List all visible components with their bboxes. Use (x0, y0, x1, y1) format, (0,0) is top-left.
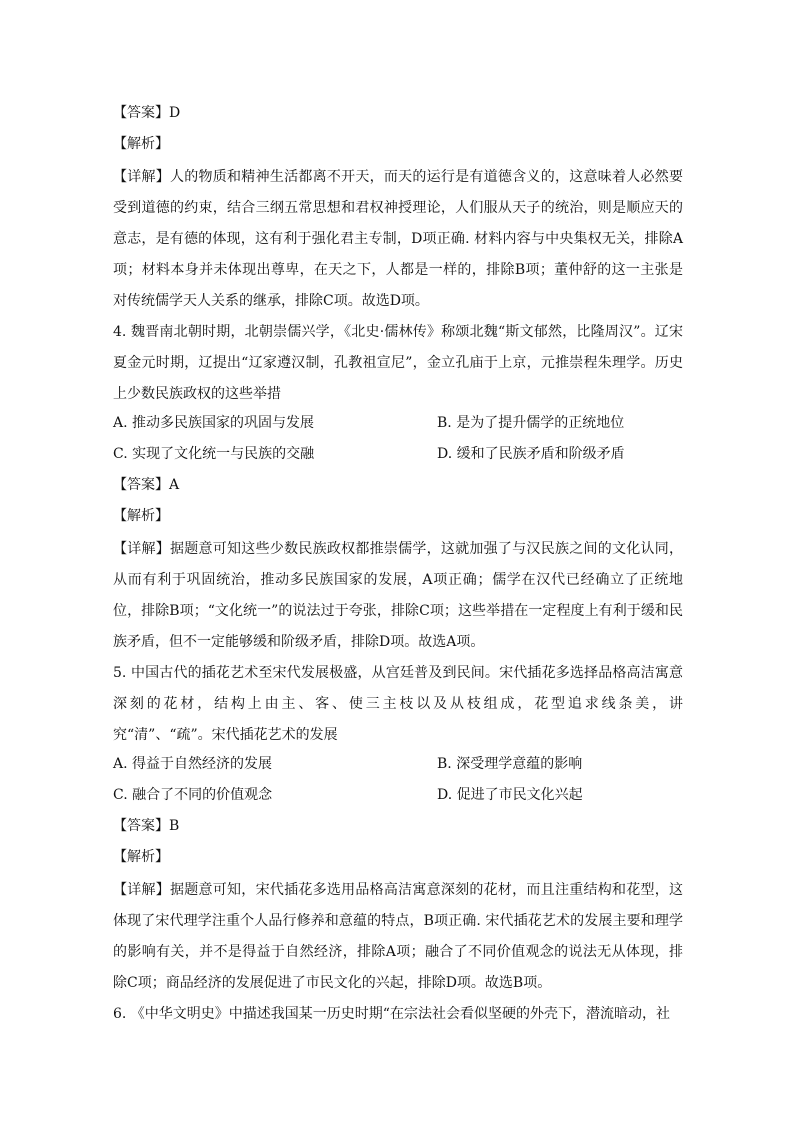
q4-detail: 【详解】据题意可知这些少数民族政权都推崇儒学，这就加强了与汉民族之间的文化认同，从而有利于巩固统治，推动多民族国家的发展，A项正确；儒学在汉代已经确立了正统地位，排除B项；“文化统一”的说法过于夸张，排除C项；这些举措在一定程度上有利于缓和民族矛盾，但不一定能够缓和阶级矛盾，排除D项。故选A项。 (113, 541, 683, 650)
q3-answer: 【答案】D (113, 105, 181, 121)
q5-option-c: C. 融合了不同的价值观念 (113, 787, 273, 803)
q3-detail: 【详解】人的物质和精神生活都离不开天，而天的运行是有道德含义的，这意味着人必然要受到道德的约束，结合三纲五常思想和君权神授理论，人们服从天子的统治，则是顺应天的意志，是有德的体现，这有利于强化君主专制，D项正确. 材料内容与中央集权无关，排除A项；材料本身并未体现出尊卑，在天之下，人都是一样的，排除B项；董仲舒的这一主张是对传统儒学天人关系的继承，排除C项。故选D项。 (113, 169, 683, 309)
q4-option-c: C. 实现了文化统一与民族的交融 (113, 446, 315, 462)
q5-detail: 【详解】据题意可知，宋代插花多选用品格高洁寓意深刻的花材，而且注重结构和花型，这体现了宋代理学注重个人品行修养和意蕴的特点，B项正确. 宋代插花艺术的发展主要和理学的影响有关，并不是得益于自然经济，排除A项；融合了不同价值观念的说法无从体现，排除C项；商品经济的发展促进了市民文化的兴起，排除D项。故选B项。 (113, 882, 683, 991)
q4-stem: 4. 魏晋南北朝时期，北朝崇儒兴学，《北史·儒林传》称颂北魏“斯文郁然，比隆周汉”。辽宋夏金元时期，辽提出“辽家遵汉制，孔教祖宣尼”，金立孔庙于上京，元推崇程朱理学。历史上少数民族政权的这些举措 (113, 324, 683, 402)
q5-options-row-2 (113, 782, 683, 813)
q6-stem: 6. 《中华文明史》中描述我国某一历史时期“在宗法社会看似坚硬的外壳下，潜流暗动，社 (113, 1006, 670, 1022)
q4-analysis-heading: 【解析】 (113, 508, 169, 524)
q4-option-b: B. 是为了提升儒学的正统地位 (437, 415, 625, 431)
q3-analysis-heading: 【解析】 (113, 136, 169, 152)
q5-option-d: D. 促进了市民文化兴起 (437, 787, 583, 803)
q4-option-a: A. 推动多民族国家的巩固与发展 (113, 415, 315, 431)
q5-options-row-1 (113, 751, 683, 782)
q4-option-d: D. 缓和了民族矛盾和阶级矛盾 (437, 446, 625, 462)
q5-stem: 5. 中国古代的插花艺术至宋代发展极盛，从宫廷普及到民间。宋代插花多选择品格高洁寓意深刻的花材，结构上由主、客、使三主枝以及从枝组成，花型追求线条美，讲究“清”、“疏”。宋代插花艺术的发展 (113, 665, 683, 743)
q4-answer: 【答案】A (113, 477, 180, 493)
document-page (113, 100, 683, 1030)
q5-option-b: B. 深受理学意蕴的影响 (437, 756, 583, 772)
q4-options-row-2 (113, 441, 683, 472)
q5-option-a: A. 得益于自然经济的发展 (113, 756, 273, 772)
q5-analysis-heading: 【解析】 (113, 849, 169, 865)
q4-options-row-1 (113, 410, 683, 441)
q5-answer: 【答案】B (113, 818, 180, 834)
